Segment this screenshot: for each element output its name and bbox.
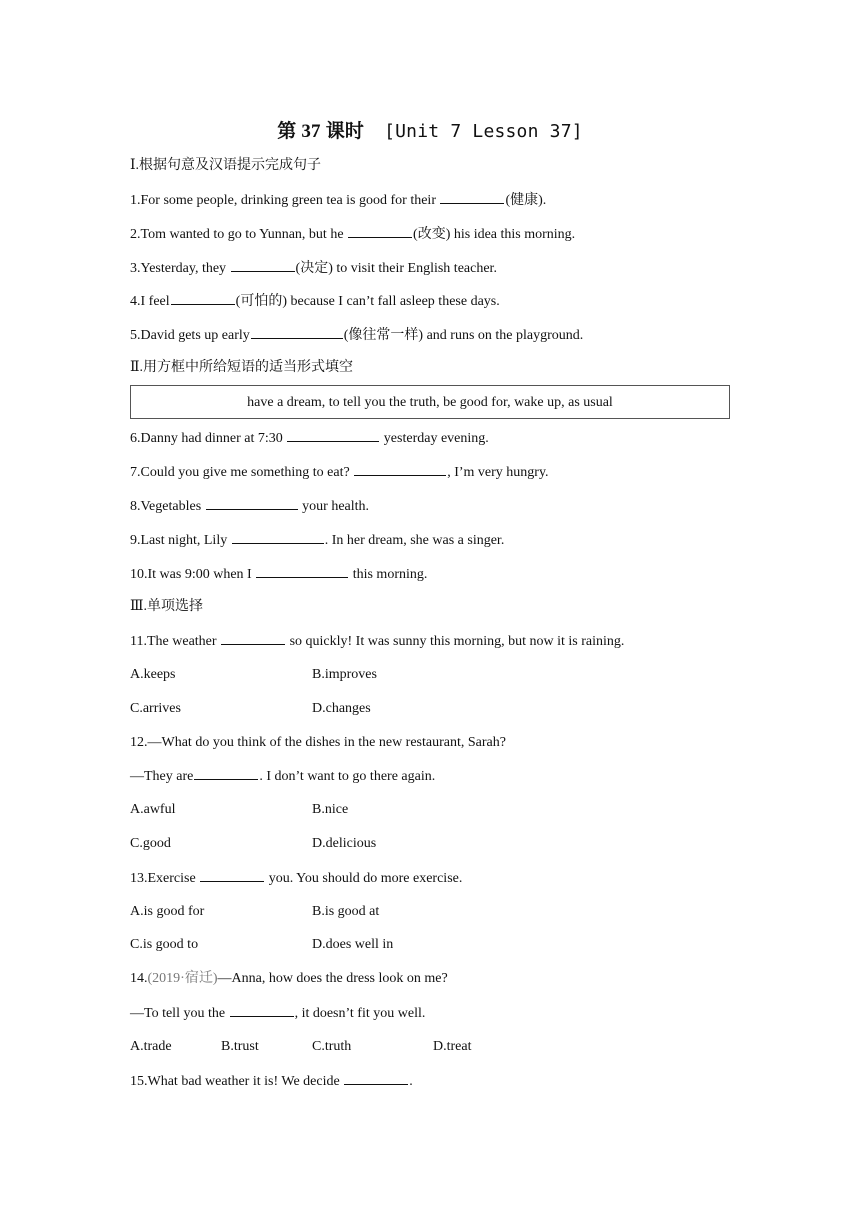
section-2-heading: Ⅱ.用方框中所给短语的适当形式填空 [130,360,354,375]
answer-blank[interactable] [287,429,379,442]
question-4: 4.I feel (可怕的) because I can’t fall asleep these days. [130,294,500,309]
question-7: 7.Could you give me something to eat? , I’m very hungry. [130,465,549,480]
option-c[interactable]: C.truth [312,1039,352,1054]
question-14-prompt: 14.(2019·宿迁)—Anna, how does the dress look on me? [130,971,448,986]
question-source: (2019·宿迁) [147,971,218,986]
answer-blank[interactable] [440,191,504,204]
answer-blank[interactable] [256,565,348,578]
question-1: 1.For some people, drinking green tea is good for their (健康). [130,193,547,208]
answer-blank[interactable] [221,632,285,645]
option-d[interactable]: D.does well in [312,937,394,952]
option-d[interactable]: D.delicious [312,836,377,851]
question-13: 13.Exercise you. You should do more exercise. [130,871,463,886]
page-title [0,116,860,143]
option-b[interactable]: B.improves [312,667,377,682]
answer-blank[interactable] [206,497,298,510]
option-b[interactable]: B.nice [312,802,349,817]
question-11: 11.The weather so quickly! It was sunny this morning, but now it is raining. [130,634,625,649]
phrase-box: have a dream, to tell you the truth, be good for, wake up, as usual [130,385,730,419]
option-a[interactable]: A.trade [130,1039,172,1054]
answer-blank[interactable] [232,531,324,544]
option-d[interactable]: D.treat [433,1039,472,1054]
answer-blank[interactable] [230,1004,294,1017]
option-a[interactable]: A.awful [130,802,176,817]
option-a[interactable]: A.keeps [130,667,176,682]
question-3: 3.Yesterday, they (决定) to visit their English teacher. [130,261,497,276]
question-14-reply: —To tell you the , it doesn’t fit you well. [130,1006,426,1021]
section-1-heading: Ⅰ.根据句意及汉语提示完成句子 [130,158,322,173]
option-c[interactable]: C.is good to [130,937,199,952]
answer-blank[interactable] [251,326,343,339]
answer-blank[interactable] [200,869,264,882]
option-b[interactable]: B.is good at [312,904,380,919]
answer-blank[interactable] [231,259,295,272]
question-2: 2.Tom wanted to go to Yunnan, but he (改变) his idea this morning. [130,227,576,242]
question-6: 6.Danny had dinner at 7:30 yesterday evening. [130,431,489,446]
section-3-heading: Ⅲ.单项选择 [130,599,204,614]
question-8: 8.Vegetables your health. [130,499,370,514]
question-5: 5.David gets up early (像往常一样) and runs on the playground. [130,328,584,343]
option-b[interactable]: B.trust [221,1039,259,1054]
title-english: [Unit 7 Lesson 37] [384,121,583,142]
answer-blank[interactable] [344,1072,408,1085]
option-c[interactable]: C.good [130,836,171,851]
answer-blank[interactable] [348,225,412,238]
question-9: 9.Last night, Lily . In her dream, she was a singer. [130,533,505,548]
answer-blank[interactable] [171,292,235,305]
title-chinese: 第 37 课时 [277,121,365,142]
option-d[interactable]: D.changes [312,701,371,716]
option-c[interactable]: C.arrives [130,701,181,716]
question-10: 10.It was 9:00 when I this morning. [130,567,428,582]
option-a[interactable]: A.is good for [130,904,205,919]
answer-blank[interactable] [194,767,258,780]
question-15: 15.What bad weather it is! We decide . [130,1074,413,1089]
question-12-prompt: 12.—What do you think of the dishes in the new restaurant, Sarah? [130,735,506,750]
answer-blank[interactable] [354,463,446,476]
question-12-reply: —They are . I don’t want to go there again. [130,769,436,784]
